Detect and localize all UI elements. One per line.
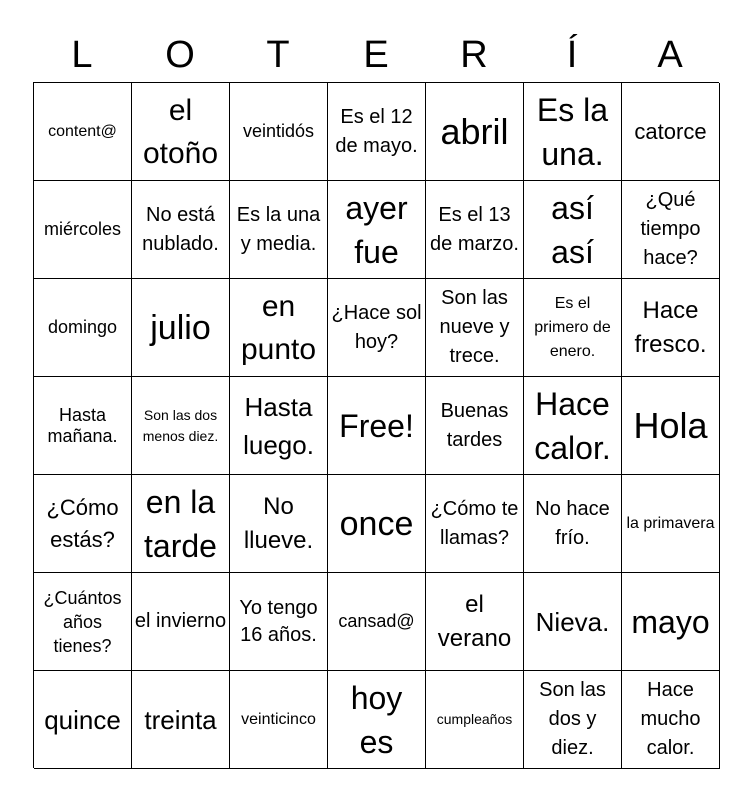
board-cell[interactable] <box>524 181 622 279</box>
cell-text: el otoño <box>142 93 219 170</box>
title-letter: O <box>165 34 195 76</box>
board-cell[interactable] <box>34 377 132 475</box>
cell-text: en punto <box>240 289 317 366</box>
cell-text: Son las dos menos diez. <box>142 406 219 444</box>
cell-text: Hola <box>633 404 708 446</box>
cell-text: Buenas tardes <box>440 399 509 451</box>
cell-text: veintidós <box>242 121 315 141</box>
cell-text: Yo tengo 16 años. <box>239 596 318 646</box>
cell-text: ayer fue <box>345 189 408 270</box>
board-cell[interactable] <box>622 475 720 573</box>
board-cell[interactable] <box>426 377 524 475</box>
board-cell[interactable] <box>622 671 720 769</box>
cell-text: catorce <box>634 118 707 144</box>
cell-text: No hace frío. <box>535 497 610 549</box>
board-cell[interactable] <box>132 573 230 671</box>
board-cell[interactable] <box>34 475 132 573</box>
board-cell[interactable] <box>524 83 622 181</box>
title-letter: T <box>266 34 290 76</box>
board-cell[interactable] <box>622 377 720 475</box>
cell-text: Es el 12 de mayo. <box>335 105 418 157</box>
title-letter: L <box>71 34 93 76</box>
cell-text: once <box>339 504 414 543</box>
cell-text: domingo <box>47 317 118 337</box>
cell-text: Hasta mañana. <box>47 404 118 446</box>
cell-text: en la tarde <box>144 483 217 564</box>
cell-text: ¿Qué tiempo hace? <box>640 189 701 269</box>
cell-text: ¿Hace sol hoy? <box>331 301 422 353</box>
cell-text: ¿Cómo estás? <box>46 494 119 552</box>
board-cell[interactable] <box>230 573 328 671</box>
cell-text: Son las nueve y trece. <box>439 287 510 367</box>
board-cell[interactable] <box>622 279 720 377</box>
board-cell[interactable] <box>328 279 426 377</box>
title-letter: Í <box>566 34 578 76</box>
cell-text: julio <box>150 308 211 347</box>
board-cell[interactable] <box>328 83 426 181</box>
cell-text: cumpleaños <box>436 711 513 727</box>
board-cell[interactable] <box>524 475 622 573</box>
cell-text: cansad@ <box>338 611 415 631</box>
cell-text: Es la una y media. <box>236 203 321 255</box>
cell-text: Es la una. <box>536 91 609 172</box>
board-cell[interactable] <box>328 181 426 279</box>
board-cell[interactable] <box>34 279 132 377</box>
cell-text: Es el primero de enero. <box>534 294 611 360</box>
cell-text: Son las dos y diez. <box>539 679 606 759</box>
board-cell[interactable] <box>132 181 230 279</box>
cell-text: ¿Cómo te llamas? <box>430 497 519 549</box>
board-cell[interactable] <box>524 671 622 769</box>
lotería-title <box>33 30 719 80</box>
board-cell[interactable] <box>622 83 720 181</box>
cell-text: Hace fresco. <box>634 296 707 358</box>
board-cell[interactable] <box>622 573 720 671</box>
cell-text: así así <box>551 189 594 270</box>
board-cell[interactable] <box>524 377 622 475</box>
board-cell[interactable] <box>622 181 720 279</box>
cell-text: Hace mucho calor. <box>640 679 701 759</box>
board-cell[interactable] <box>328 573 426 671</box>
cell-text: content@ <box>48 123 117 140</box>
cell-text: el verano <box>437 590 512 652</box>
board-cell[interactable] <box>132 475 230 573</box>
lotería-board <box>33 82 719 768</box>
board-cell[interactable] <box>34 671 132 769</box>
cell-text: quince <box>44 704 121 735</box>
board-cell[interactable] <box>426 671 524 769</box>
cell-text: la primavera <box>626 514 715 532</box>
cell-text: hoy es <box>350 679 403 760</box>
board-cell[interactable] <box>524 573 622 671</box>
board-cell[interactable] <box>230 377 328 475</box>
cell-text: No llueve. <box>243 492 314 554</box>
board-cell[interactable] <box>132 279 230 377</box>
board-cell[interactable] <box>230 475 328 573</box>
board-cell[interactable] <box>230 671 328 769</box>
board-cell[interactable] <box>230 279 328 377</box>
cell-text: Hasta luego. <box>243 391 314 460</box>
cell-text: Nieva. <box>535 606 610 637</box>
board-cell[interactable] <box>328 377 426 475</box>
cell-text: miércoles <box>43 219 122 239</box>
board-cell[interactable] <box>426 83 524 181</box>
cell-text: abril <box>440 110 509 152</box>
cell-text: ¿Cuántos años tienes? <box>43 587 122 656</box>
board-cell[interactable] <box>132 671 230 769</box>
cell-text: No está nublado. <box>142 203 219 255</box>
cell-text: mayo <box>631 603 710 640</box>
board-cell[interactable] <box>132 83 230 181</box>
board-cell[interactable] <box>34 573 132 671</box>
board-cell[interactable] <box>426 181 524 279</box>
board-cell[interactable] <box>34 83 132 181</box>
cell-text: treinta <box>144 704 217 735</box>
cell-text: Free! <box>339 407 414 444</box>
board-cell[interactable] <box>230 181 328 279</box>
board-cell[interactable] <box>426 573 524 671</box>
title-letter: A <box>657 34 683 76</box>
title-letter: E <box>363 34 389 76</box>
board-cell[interactable] <box>426 279 524 377</box>
board-cell[interactable] <box>34 181 132 279</box>
board-cell[interactable] <box>426 475 524 573</box>
board-cell[interactable] <box>328 671 426 769</box>
cell-text: el invierno <box>134 610 227 632</box>
cell-text: Hace calor. <box>534 385 611 466</box>
board-cell[interactable] <box>132 377 230 475</box>
cell-text: Es el 13 de marzo. <box>430 203 519 255</box>
board-cell[interactable] <box>524 279 622 377</box>
board-cell[interactable] <box>230 83 328 181</box>
cell-text: veinticinco <box>241 711 316 728</box>
title-letter: R <box>460 34 488 76</box>
board-cell[interactable] <box>328 475 426 573</box>
